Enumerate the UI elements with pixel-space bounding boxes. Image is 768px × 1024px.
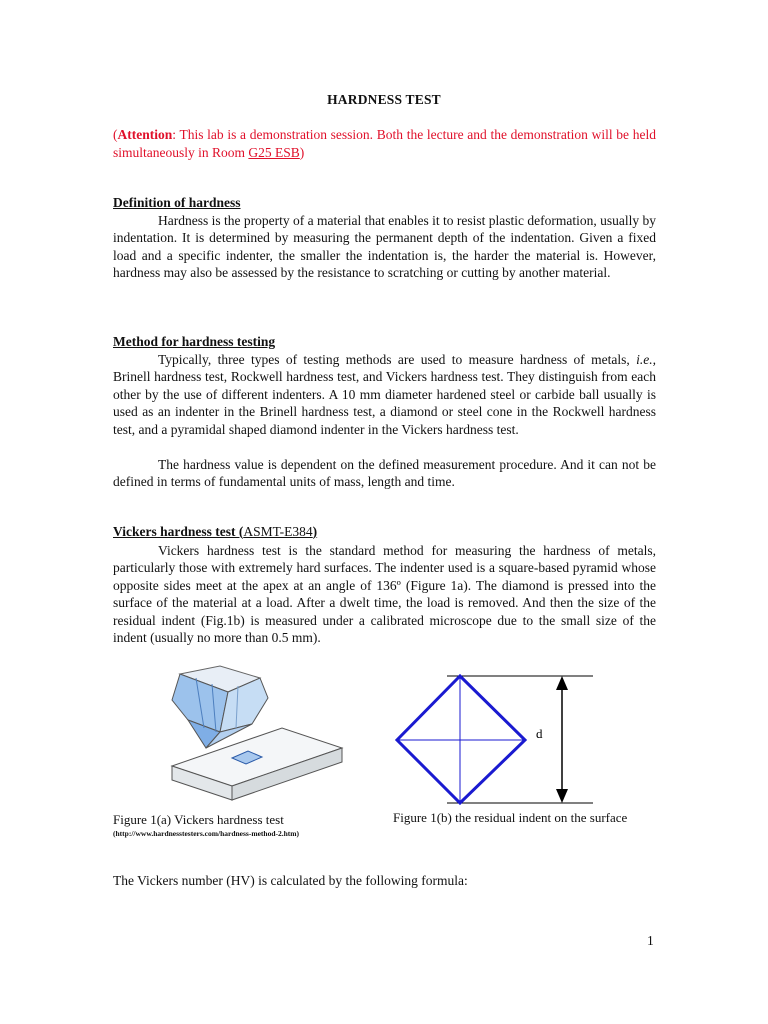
figure-1a-caption: Figure 1(a) Vickers hardness test — [113, 812, 284, 827]
method-heading: Method for hardness testing — [113, 334, 276, 349]
dimension-label: d — [536, 726, 543, 741]
page-title: HARDNESS TEST — [327, 92, 441, 107]
method-paragraph-1 — [113, 351, 656, 438]
method-p1-ie: i.e., — [636, 352, 656, 367]
definition-paragraph: Hardness is the property of a material that enables it to resist plastic deformation, usually by indentation. It is determined by measuring the permanent depth of the indentation. Given a fixed load and a specific indenter, the smaller the indentation is, the harder the material is. However, hardness may also be assessed by the resistance to scratching or cutting by another material. — [113, 213, 656, 281]
vickers-heading-close: ) — [312, 524, 318, 539]
attention-text: : This lab is a demonstration session. Both the lecture and the demonstration will be held simultaneously in Room — [113, 127, 656, 160]
method-p1-rest: Brinell hardness test, Rockwell hardness test, and Vickers hardness test. They distinguish from each other by the use of different indenters. A 10 mm diameter hardened steel or carbide ball usually is used as an indenter in the Brinell hardness test, a diamond or steel cone in the Rockwell hardness test, and a pyramidal shaped diamond indenter in the Vickers hardness test. — [113, 369, 656, 437]
vickers-indenter-illustration — [162, 662, 352, 807]
dimension-arrow-bottom — [556, 789, 568, 803]
formula-intro: The Vickers number (HV) is calculated by the following formula: — [113, 873, 468, 888]
attention-close: ) — [299, 144, 305, 160]
figure-1b-caption: Figure 1(b) the residual indent on the surface — [393, 810, 628, 825]
page-number: 1 — [647, 933, 654, 948]
residual-indent-diagram — [385, 668, 600, 808]
method-paragraph-2: The hardness value is dependent on the defined measurement procedure. And it can not be defined in terms of fundamental units of mass, length and time. — [113, 457, 656, 490]
figure-1a-source[interactable]: (http://www.hardnesstesters.com/hardness-method-2.htm) — [113, 829, 300, 838]
attention-notice — [113, 126, 656, 161]
vickers-heading-text: Vickers hardness test ( — [113, 524, 244, 539]
definition-heading: Definition of hardness — [113, 195, 241, 210]
vickers-heading — [113, 524, 317, 540]
vickers-paragraph: Vickers hardness test is the standard method for measuring the hardness of metals, particularly those with extremely hard surfaces. The indenter used is a square-based pyramid whose opposite sides meet at the apex at an angle of 136º (Figure 1a). The diamond is pressed into the surface of the material at a load. After a dwelt time, the load is removed. And then the size of the residual indent (Fig.1b) is measured under a calibrated microscope due to the small size of the indent (usually no more than 0.5 mm). — [113, 543, 656, 646]
attention-open: ( — [113, 127, 118, 142]
dimension-arrow-top — [556, 676, 568, 690]
room-link[interactable]: G25 ESB — [248, 144, 300, 160]
astm-link[interactable]: ASMT-E384 — [243, 524, 313, 539]
method-p1-start: Typically, three types of testing methods are used to measure hardness of metals, — [158, 352, 637, 367]
attention-label: Attention — [117, 127, 173, 142]
